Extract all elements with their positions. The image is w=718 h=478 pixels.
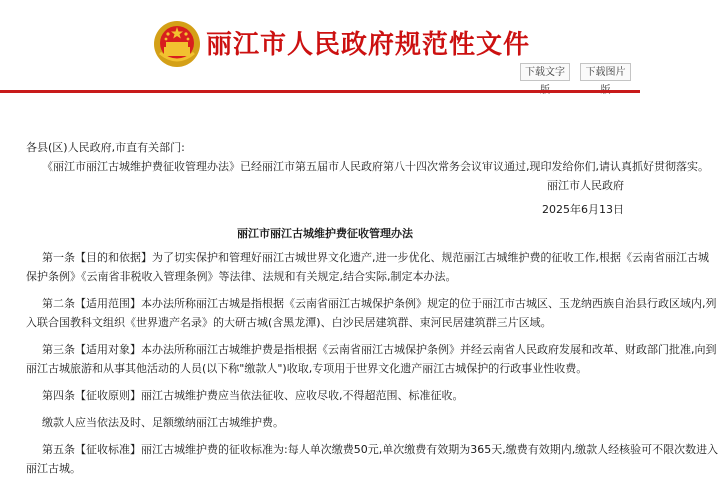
article-2-line-1: 第二条【适用范围】本办法所称丽江古城是指根据《云南省丽江古城保护条例》规定的位于丽江市古城区、玉龙纳西族自治县行政区域内,列 [42,297,717,310]
issuer: 丽江市人民政府 [547,179,624,192]
article-1-line-2: 保护条例》《云南省非税收入管理条例》等法律、法规和有关规定,结合实际,制定本办法。 [26,270,457,283]
article-5-line-2: 丽江古城。 [26,462,81,475]
article-1-line-1: 第一条【目的和依据】为了切实保护和管理好丽江古城世界文化遗产,进一步优化、规范丽江古城维护费的征收工作,根据《云南省丽江古城 [42,251,709,264]
notice-body: 《丽江市丽江古城维护费征收管理办法》已经丽江市第五届市人民政府第八十四次常务会议审议通过,现印发给你们,请认真抓好贯彻落实。 [42,160,709,173]
article-4-line-1: 第四条【征收原则】丽江古城维护费应当依法征收、应收尽收,不得超范围、标准征收。 [42,389,464,402]
document-body [26,138,718,478]
download-image-button[interactable]: 下载图片 [580,63,631,81]
document-title: 丽江市丽江古城维护费征收管理办法 [237,227,413,240]
national-emblem-icon [152,19,202,69]
article-2-line-2: 入联合国教科文组织《世界遗产名录》的大研古城(含黑龙潭)、白沙民居建筑群、束河民居建筑群三片区域。 [26,316,552,329]
issue-date: 2025年6月13日 [542,203,624,216]
article-3-line-2: 丽江古城旅游和从事其他活动的人员(以下称"缴款人")收取,专项用于世界文化遗产丽江古城保护的行政事业性收费。 [26,362,588,375]
page-title: 丽江市人民政府规范性文件 [206,30,531,60]
header-divider [0,90,640,93]
salutation: 各县(区)人民政府,市直有关部门: [26,141,185,154]
article-4-line-2: 缴款人应当依法及时、足额缴纳丽江古城维护费。 [42,416,284,429]
article-5-line-1: 第五条【征收标准】丽江古城维护费的征收标准为:每人单次缴费50元,单次缴费有效期为365天,缴费有效期内,缴款人经核验可不限次数进入 [42,443,718,456]
article-3-line-1: 第三条【适用对象】本办法所称丽江古城维护费是指根据《云南省丽江古城保护条例》并经云南省人民政府发展和改革、财政部门批准,向到 [42,343,717,356]
page-header [0,0,640,94]
download-text-button[interactable]: 下载文字 [520,63,570,81]
